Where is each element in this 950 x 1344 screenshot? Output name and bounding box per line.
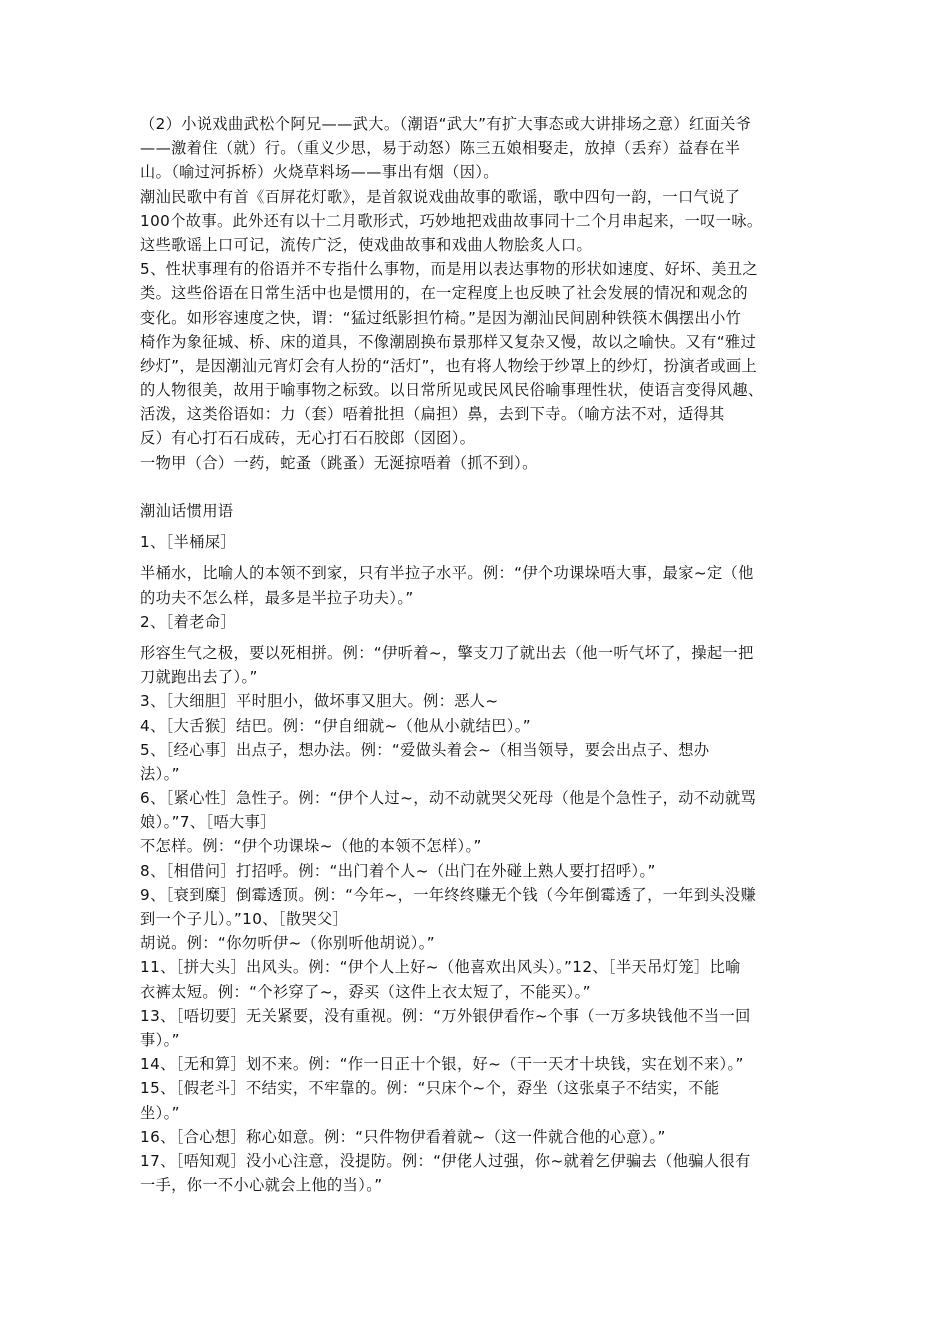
list-item: 3、［大细胆］平时胆小，做坏事又胆大。例：恶人~: [140, 692, 499, 711]
text-line: 类。这些俗语在日常生活中也是惯用的，在一定程度上也反映了社会发展的情况和观念的: [140, 284, 748, 303]
paragraph-gap: [140, 634, 830, 641]
text-line: 潮汕民歌中有首《百屏花灯歌》，是首叙说戏曲故事的歌谣，歌中四句一韵，一口气说了: [140, 187, 741, 206]
list-item: 6、［紧心性］急性子。例：“伊个人过~，动不动就哭父死母（他是个急性子，动不动就骂: [140, 789, 757, 808]
text-line: 的人物很美，故用于喻事物之标致。以日常所见或民风民俗喻事理性状，使语言变得风趣、: [140, 381, 764, 400]
list-item: 坐）。”: [140, 1103, 180, 1122]
intro-text: [140, 112, 830, 475]
list-item: 事）。”: [140, 1030, 180, 1049]
text-line: （2）小说戏曲武松个阿兄——武大。（潮语“武大”有扩大事态或大讲排场之意）红面关爷: [140, 115, 752, 133]
idiom-list: [140, 530, 830, 1197]
list-item: 11、［拼大头］出风头。例：“伊个人上好~（他喜欢出风头）。”12、［半天吊灯笼］比喻: [140, 958, 741, 977]
text-line: 一物甲（合）一药，蛇蚤（跳蚤）无涎掠唔着（抓不到）。: [140, 453, 538, 472]
list-item: 胡说。例：“你勿听伊~（你别听他胡说）。”: [140, 934, 436, 953]
list-item: 娘）。”7、［唔大事］: [140, 813, 276, 832]
list-item: 4、［大舌猴］结巴。例：“伊自细就~（他从小就结巴）。”: [140, 716, 532, 735]
list-item: 15、［假老斗］不结实，不牢靠的。例：“只床个~个，孬坐（这张桌子不结实，不能: [140, 1079, 720, 1098]
blank-line: [140, 475, 830, 499]
text-line: 椅作为象征城、桥、床的道具，不像潮剧换布景那样又复杂又慢，故以之喻快。又有“雅过: [140, 332, 757, 351]
list-item: 到一个子儿）。”10、［散哭父］: [140, 910, 349, 928]
list-item: 1、［半桶屎］: [140, 533, 236, 552]
document-page: [140, 112, 830, 1197]
list-item: 的功夫不怎么样，最多是半拉子功夫）。”: [140, 588, 414, 607]
list-item: 2、［着老命］: [140, 612, 236, 631]
paragraph-gap: [140, 554, 830, 561]
list-item: 17、［唔知观］没小心注意，没提防。例：“伊佬人过强，你~就着乞伊骗去（他骗人很有: [140, 1151, 751, 1170]
text-line: 反）有心打石石成砖，无心打石石胶郎（㘝囵）。: [140, 429, 476, 448]
list-item: 5、［经心事］出点子，想办法。例：“爱做头着会~（相当领导，要会出点子、想办: [140, 740, 710, 759]
list-item: 14、［无和算］划不来。例：“作一日正十个银，好~（干一天才十块钱，实在划不来）。”: [140, 1055, 744, 1074]
text-line: 山。（喻过河拆桥）火烧草料场——事出有烟（因）。: [140, 163, 499, 182]
list-item: 衣裤太短。例：“个衫穿了~，孬买（这件上衣太短了，不能买）。”: [140, 982, 591, 1001]
text-line: 这些歌谣上口可记，流传广泛，使戏曲故事和戏曲人物脍炙人口。: [140, 235, 593, 254]
list-item: 刀就跑出去了）。”: [140, 668, 258, 687]
list-item: 法）。”: [140, 764, 180, 783]
list-item: 8、［相借问］打招呼。例：“出门着个人~（出门在外碰上熟人要打招呼）。”: [140, 861, 656, 880]
text-line: 5、性状事理有的俗语并不专指什么事物，而是用以表达事物的形状如速度、好坏、美丑之: [140, 260, 758, 279]
text-line: 纱灯”，是因潮汕元宵灯会有人扮的“活灯”，也有将人物绘于纱罩上的纱灯，扮演者或画上: [140, 356, 758, 375]
list-item: 一手，你一不小心就会上他的当）。”: [140, 1176, 383, 1195]
text-line: 活泼，这类俗语如：力（套）唔着批担（扁担）鼻，去到下寺。（喻方法不对，适得其: [140, 405, 725, 424]
list-item: 16、［合心想］称心如意。例：“只件物伊看着就~（这一件就合他的心意）。”: [140, 1127, 666, 1146]
list-item: 形容生气之极，要以死相拼。例：“伊听着~，擎支刀了就出去（他一听气坏了，操起一把: [140, 643, 754, 662]
paragraph-gap: [140, 523, 830, 530]
text-line: 100个故事。此外还有以十二月歌形式，巧妙地把戏曲故事同十二个月串起来，一叹一咏。: [140, 211, 763, 230]
list-item: 半桶水，比喻人的本领不到家，只有半拉子水平。例：“伊个功课垛唔大事，最家~定（他: [140, 564, 754, 583]
list-item: 13、［唔切要］无关紧要，没有重视。例：“万外银伊看作~个事（一万多块钱他不当一回: [140, 1006, 751, 1025]
list-item: 不怎样。例：“伊个功课垛~（他的本领不怎样）。”: [140, 837, 482, 856]
text-line: ——激着住（就）行。（重义少思，易于动怒）陈三五娘相娶走，放掉（丢弃）益春在半: [140, 139, 741, 158]
section-title: 潮汕话惯用语: [140, 502, 234, 520]
text-line: 变化。如形容速度之快，谓：“猛过纸影担竹椅。”是因为潮汕民间剧种铁筷木偶摆出小竹: [140, 308, 742, 327]
list-item: 9、［衰到糜］倒霉透顶。例：“今年~，一年终终赚无个钱（今年倒霉透了，一年到头没赚: [140, 885, 757, 904]
